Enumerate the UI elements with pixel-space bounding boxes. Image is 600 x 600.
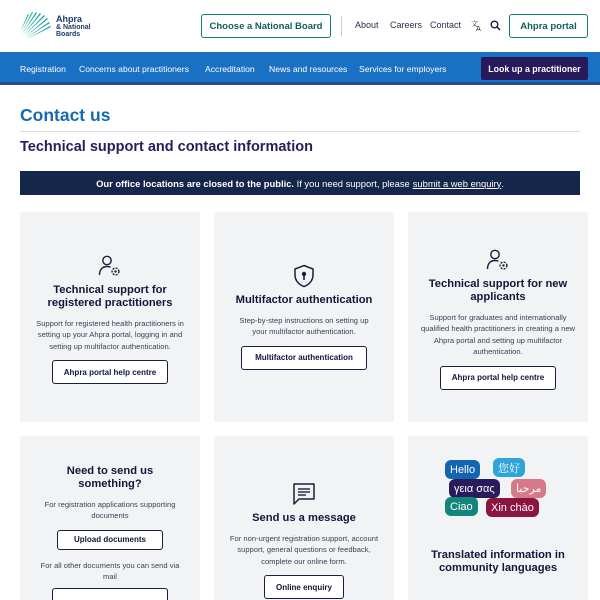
about-link[interactable]: About [355,20,379,30]
language-bubbles [408,436,588,536]
contact-link[interactable]: Contact [430,20,462,30]
card-title: Send us a message [252,512,356,524]
nav-item-registration[interactable]: Registration [20,64,66,74]
card-text: Support for graduates and internationally qualified health practitioners in creating a new Ahpra portal and setting up multifactor authentication. [420,313,576,357]
site-header [0,0,600,52]
bubble-arabic: مرحبا [511,479,546,498]
online-enquiry-button[interactable]: Online enquiry [264,575,344,599]
translate-icon[interactable] [470,18,484,32]
bubble-hello: Hello [445,460,480,479]
card-send-message [214,436,394,600]
notice-bold: Our office locations are closed to the public. [96,177,295,189]
choose-national-board-button[interactable]: Choose a National Board [201,14,331,38]
card-title: Technical support for registered practitioners [47,284,173,309]
title-divider [20,131,580,132]
notice-end: . [501,177,504,189]
notice-banner [20,171,580,195]
card-text: Step-by-step instructions on setting up your multifactor authentication. [239,316,369,337]
card-text-secondary: For all other documents you can send via mail [40,560,180,582]
web-enquiry-link[interactable]: submit a web enquiry [412,177,502,189]
svg-text:A: A [476,25,481,31]
card-title: Technical support for new applicants [428,278,568,303]
message-icon [292,482,316,506]
search-icon[interactable] [488,18,502,32]
nav-item-accreditation[interactable]: Accreditation [205,64,255,74]
nav-item-news[interactable]: News and resources [269,64,348,74]
main-nav [0,52,600,85]
card-text: For non-urgent registration support, account support, general questions or feedback, complete our online form. [229,534,379,566]
card-technical-support-registered [20,212,200,422]
nav-item-concerns[interactable]: Concerns about practitioners [79,64,189,74]
bubble-greek: γεια σας [449,479,500,498]
svg-text:文: 文 [471,20,478,28]
user-settings-icon [98,254,122,278]
user-settings-icon [486,248,510,272]
logo-line-2: & National [56,23,91,31]
notice-text: If you need support, please [294,177,410,189]
ahpra-portal-help-centre-button[interactable]: Ahpra portal help centre [52,360,168,384]
card-translated-information[interactable] [408,436,588,600]
send-via-mail-button[interactable] [52,588,168,600]
ahpra-fan-icon [19,10,53,42]
ahpra-portal-help-centre-button[interactable]: Ahpra portal help centre [440,366,556,390]
card-title: Translated information in community languages [431,549,565,574]
logo-wordmark [56,15,91,38]
upload-documents-button[interactable]: Upload documents [57,530,163,550]
card-text: For registration applications supporting documents [44,500,176,521]
careers-link[interactable]: Careers [390,20,423,30]
logo-line-3: Boards [56,30,81,38]
bubble-vietnamese: Xin chào [486,498,539,517]
logo-line-1: Ahpra [56,13,83,24]
nav-item-employers[interactable]: Services for employers [359,64,447,74]
page-subtitle: Technical support and contact information [20,139,313,155]
card-send-something [20,436,200,600]
card-multifactor [214,212,394,422]
ahpra-portal-button[interactable]: Ahpra portal [509,14,588,38]
card-text: Support for registered health practitioners in setting up your Ahpra portal, logging in and setting up multifactor authentication. [36,319,184,351]
multifactor-authentication-button[interactable]: Multifactor authentication [241,346,367,370]
ahpra-logo[interactable] [19,10,91,42]
card-title: Multifactor authentication [235,294,373,306]
header-divider [341,16,342,36]
page-title: Contact us [20,105,111,125]
card-title: Need to send us something? [66,465,154,490]
shield-lock-icon [293,264,315,288]
look-up-practitioner-button[interactable]: Look up a practitioner [481,57,588,80]
card-technical-support-new [408,212,588,422]
bubble-italian: Ciao [445,497,478,516]
bubble-chinese: 您好 [493,458,525,477]
